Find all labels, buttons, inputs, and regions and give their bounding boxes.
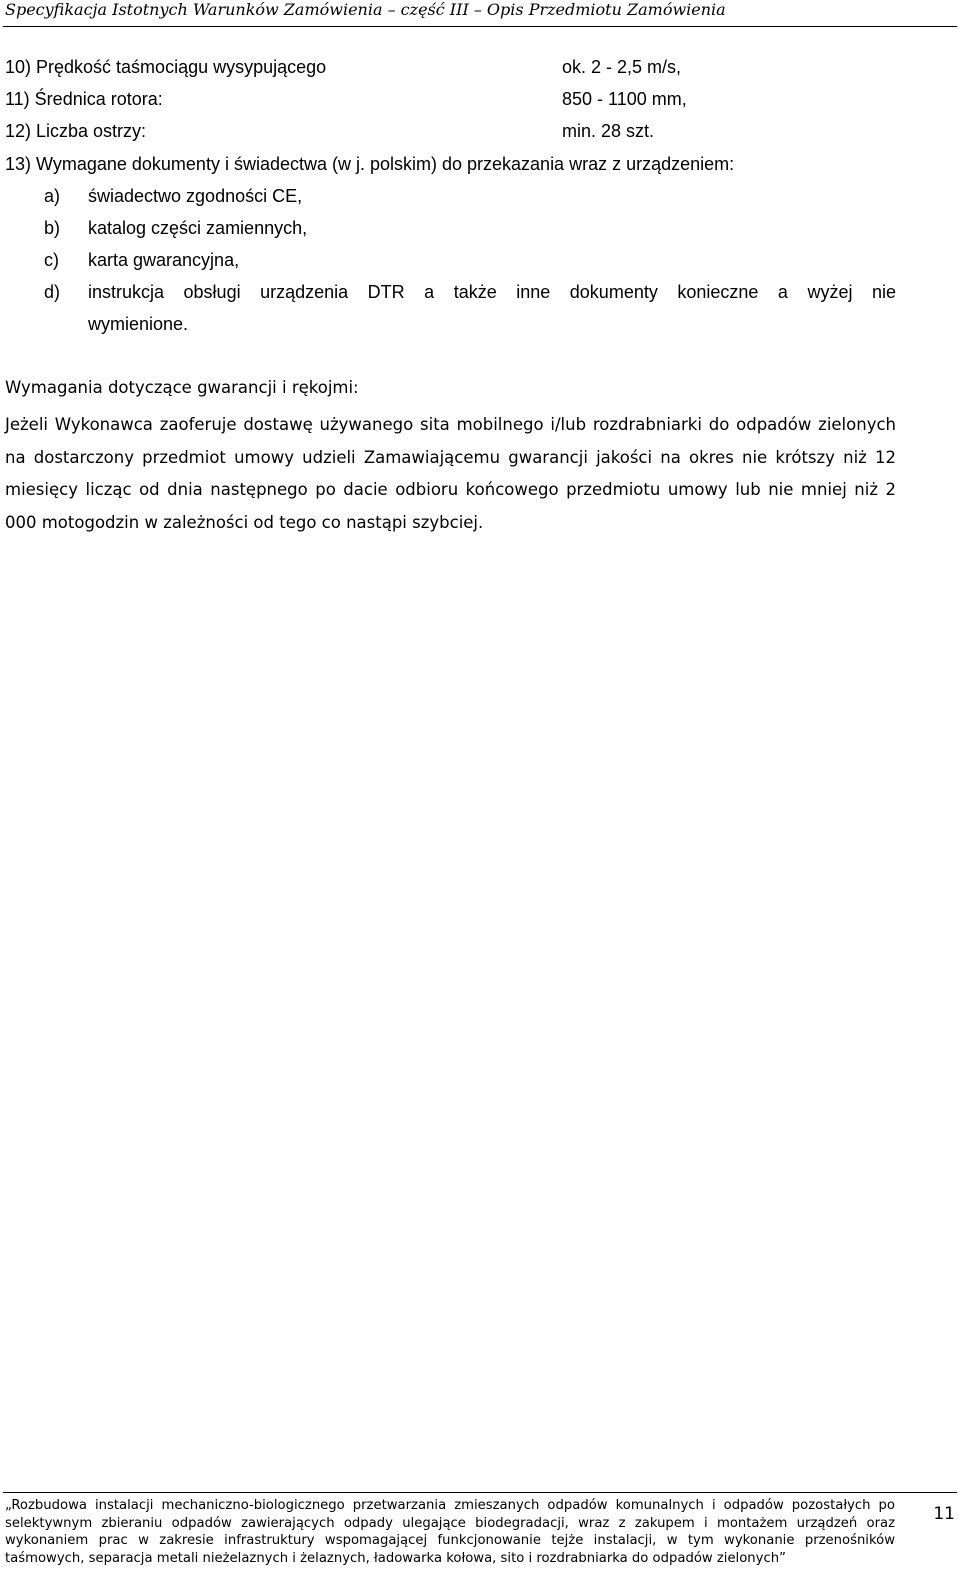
list-marker: d) [44,282,61,302]
page-number: 11 [933,1504,955,1524]
footer-project-title: „Rozbudowa instalacji mechaniczno-biologicznego przetwarzania zmieszanych odpadów komunalnych i odpadów pozostałych po selektywnym zbieraniu odpadów zawierających odpady ulegające biodegradacji, wraz z zakupem i montażem urządzeń oraz wykonaniem prac w zakresie infrastruktury wspomagającej funkcjonowanie tejże instalacji, w tym wykonanie przenośników taśmowych, separacja metali nieżelaznych i żelaznych, ładowarka kołowa, sito i rozdrabniarka do odpadów zielonych” [5,1498,895,1566]
list-marker: c) [44,250,59,270]
list-item-text: karta gwarancyjna, [88,250,240,270]
header-divider [3,26,957,27]
document-header-title: Specyfikacja Istotnych Warunków Zamówienia – część III – Opis Przedmiotu Zamówienia [5,0,726,19]
footer-divider [3,1492,957,1493]
spec-value: ok. 2 - 2,5 m/s, [562,57,682,77]
list-item-text-continued: wymienione. [88,314,189,334]
list-item-text: świadectwo zgodności CE, [88,186,303,206]
spec-label: 11) Średnica rotora: [5,89,163,109]
list-marker: b) [44,218,61,238]
required-documents-intro: 13) Wymagane dokumenty i świadectwa (w j. polskim) do przekazania wraz z urządzeniem: [5,154,735,174]
list-item-text: katalog części zamiennych, [88,218,308,238]
warranty-paragraph: Jeżeli Wykonawca zaoferuje dostawę używanego sita mobilnego i/lub rozdrabniarki do odpadów zielonych na dostarczony przedmiot umowy udzieli Zamawiającemu gwarancji jakości na okres nie krótszy niż 12 miesięcy licząc od dnia następnego po dacie odbioru końcowego przedmiotu umowy lub nie mniej niż 2 000 motogodzin w zależności od tego co nastąpi szybciej. [5,415,896,532]
spec-value: 850 - 1100 mm, [562,89,687,109]
list-marker: a) [44,186,61,206]
spec-label: 12) Liczba ostrzy: [5,121,147,141]
spec-label: 10) Prędkość taśmociągu wysypującego [5,57,327,77]
spec-value: min. 28 szt. [562,121,655,141]
list-item-text: instrukcja obsługi urządzenia DTR a także inne dokumenty konieczne a wyżej nie [88,282,896,302]
warranty-section-title: Wymagania dotyczące gwarancji i rękojmi: [5,378,359,397]
